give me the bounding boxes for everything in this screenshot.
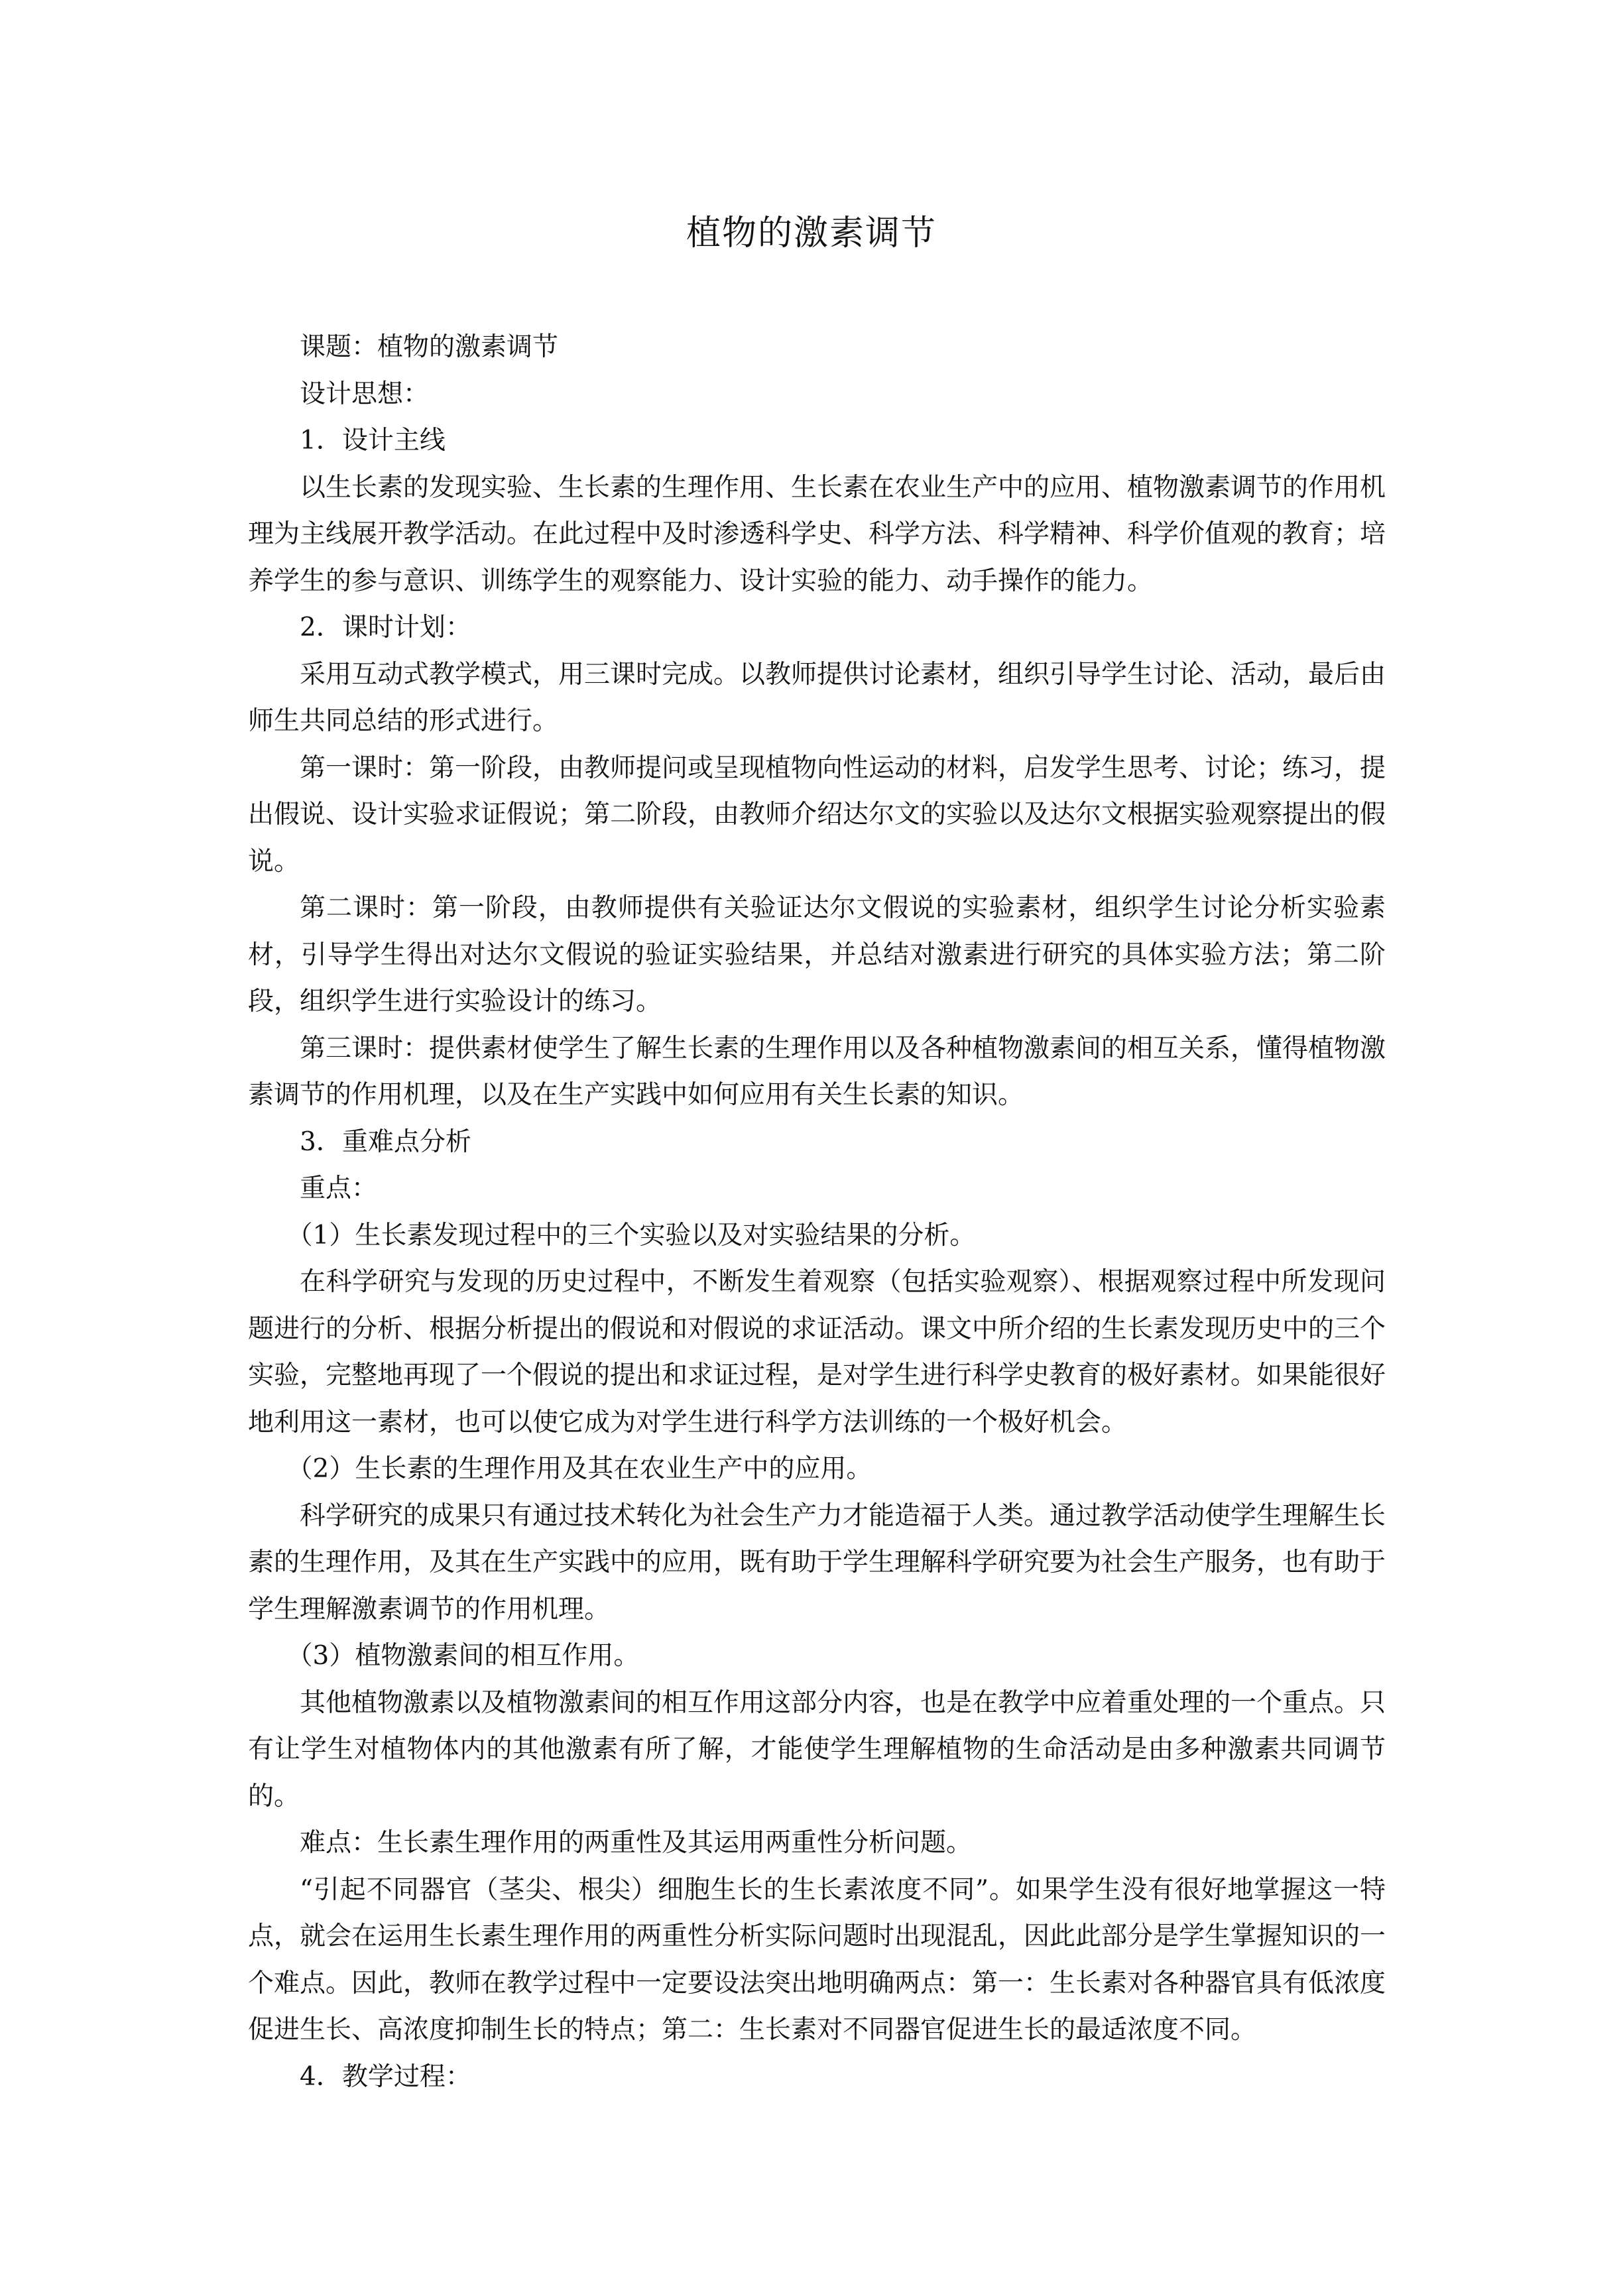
paragraph-lesson-2: 第二课时：第一阶段，由教师提供有关验证达尔文假说的实验素材，组织学生讨论分析实验素材，引导学生得出对达尔文假说的验证实验结果，并总结对激素进行研究的具体实验方法；第二阶段，组织学生进行实验设计的练习。 (248, 893, 1386, 1016)
heading-lesson-plan: 2．课时计划： (300, 613, 471, 642)
paragraph-topic: 课题：植物的激素调节 (300, 332, 559, 362)
paragraph-main-line: 以生长素的发现实验、生长素的生理作用、生长素在农业生产中的应用、植物激素调节的作用机理为主线展开教学活动。在此过程中及时渗透科学史、科学方法、科学精神、科学价值观的教育；培养学生的参与意识、训练学生的观察能力、设计实验的能力、动手操作的能力。 (248, 472, 1386, 596)
heading-main-line: 1．设计主线 (300, 426, 446, 455)
difficulty-body: “引起不同器官（茎尖、根尖）细胞生长的生长素浓度不同”。如果学生没有很好地掌握这一特点，就会在运用生长素生理作用的两重性分析实际问题时出现混乱，因此此部分是学生掌握知识的一个难点。因此，教师在教学过程中一定要设法突出地明确两点：第一：生长素对各种器官具有低浓度促进生长、高浓度抑制生长的特点；第二：生长素对不同器官促进生长的最适浓度不同。 (248, 1874, 1386, 2045)
label-key: 重点： (300, 1174, 378, 1203)
document-body (248, 324, 1386, 2100)
key-point-3-title: （3）植物激素间的相互作用。 (286, 1641, 640, 1671)
key-point-1-body: 在科学研究与发现的历史过程中，不断发生着观察（包括实验观察）、根据观察过程中所发现问题进行的分析、根据分析提出的假说和对假说的求证活动。课文中所介绍的生长素发现历史中的三个实验，完整地再现了一个假说的提出和求证过程，是对学生进行科学史教育的极好素材。如果能很好地利用这一素材，也可以使它成为对学生进行科学方法训练的一个极好机会。 (248, 1267, 1386, 1437)
paragraph-design-idea: 设计思想： (300, 379, 430, 409)
document-title: 植物的激素调节 (686, 213, 937, 253)
heading-teaching-process: 4．教学过程： (300, 2061, 471, 2092)
key-point-2-title: （2）生长素的生理作用及其在农业生产中的应用。 (286, 1454, 872, 1484)
key-point-2-body: 科学研究的成果只有通过技术转化为社会生产力才能造福于人类。通过教学活动使学生理解生长素的生理作用，及其在生产实践中的应用，既有助于学生理解科学研究要为社会生产服务，也有助于学生理解激素调节的作用机理。 (248, 1500, 1386, 1624)
paragraph-lesson-3: 第三课时：提供素材使学生了解生长素的生理作用以及各种植物激素间的相互关系，懂得植物激素调节的作用机理，以及在生产实践中如何应用有关生长素的知识。 (248, 1033, 1386, 1110)
difficulty-title: 难点：生长素生理作用的两重性及其运用两重性分析问题。 (300, 1828, 973, 1858)
key-point-3-body: 其他植物激素以及植物激素间的相互作用这部分内容，也是在教学中应着重处理的一个重点。只有让学生对植物体内的其他激素有所了解，才能使学生理解植物的生命活动是由多种激素共同调节的。 (248, 1687, 1386, 1811)
paragraph-lesson-mode: 采用互动式教学模式，用三课时完成。以教师提供讨论素材，组织引导学生讨论、活动，最后由师生共同总结的形式进行。 (248, 659, 1386, 736)
heading-key-points: 3．重难点分析 (300, 1126, 471, 1157)
key-point-1-title: （1）生长素发现过程中的三个实验以及对实验结果的分析。 (286, 1220, 976, 1250)
paragraph-lesson-1: 第一课时：第一阶段，由教师提问或呈现植物向性运动的材料，启发学生思考、讨论；练习，提出假说、设计实验求证假说；第二阶段，由教师介绍达尔文的实验以及达尔文根据实验观察提出的假说。 (248, 753, 1386, 876)
